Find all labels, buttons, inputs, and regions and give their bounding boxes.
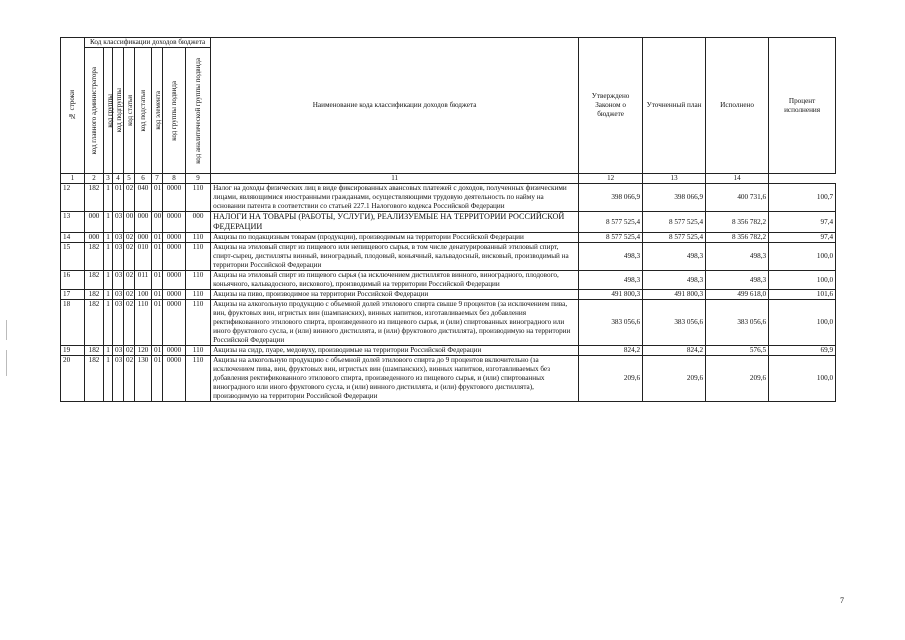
row-number-cell: 12 bbox=[61, 183, 85, 211]
code-cell: 1 bbox=[104, 183, 113, 211]
code-cell: 02 bbox=[124, 243, 135, 271]
code-cell: 0000 bbox=[163, 233, 186, 243]
approved-value-cell: 491 800,3 bbox=[579, 290, 643, 300]
executed-value-cell: 498,3 bbox=[706, 271, 769, 290]
code-cell: 02 bbox=[124, 300, 135, 346]
name-header: Наименование кода классификации доходов бюджета bbox=[211, 38, 579, 174]
code-cell: 1 bbox=[104, 243, 113, 271]
code-cell: 100 bbox=[135, 290, 152, 300]
executed-value-cell: 383 056,6 bbox=[706, 300, 769, 346]
row-number-cell: 14 bbox=[61, 233, 85, 243]
code-cell: 02 bbox=[124, 271, 135, 290]
code-cell: 01 bbox=[152, 183, 163, 211]
code-cell: 01 bbox=[152, 346, 163, 356]
code-column-header: код главного администратора bbox=[85, 48, 104, 174]
refined-value-cell: 824,2 bbox=[643, 346, 706, 356]
code-cell: 03 bbox=[113, 233, 124, 243]
revenue-name-cell: Акцизы по подакцизным товарам (продукции), производимым на территории Российской Федерации bbox=[211, 233, 579, 243]
revenue-table bbox=[60, 37, 836, 402]
percent-value-cell: 100,0 bbox=[769, 243, 836, 271]
code-cell: 03 bbox=[113, 243, 124, 271]
approved-value-cell: 824,2 bbox=[579, 346, 643, 356]
percent-value-cell: 97,4 bbox=[769, 211, 836, 233]
page-number: 7 bbox=[840, 596, 844, 605]
code-cell: 0000 bbox=[163, 346, 186, 356]
code-cell: 182 bbox=[85, 356, 104, 402]
row-number-cell: 16 bbox=[61, 271, 85, 290]
column-index-cell: 3 bbox=[104, 174, 113, 184]
code-cell: 110 bbox=[186, 356, 211, 402]
approved-value-cell: 398 066,9 bbox=[579, 183, 643, 211]
code-cell: 1 bbox=[104, 356, 113, 402]
table-row bbox=[61, 211, 836, 233]
percent-value-cell: 100,7 bbox=[769, 183, 836, 211]
percent-value-cell: 97,4 bbox=[769, 233, 836, 243]
column-index-cell: 1 bbox=[61, 174, 85, 184]
code-column-header: код подгруппы bbox=[113, 48, 124, 174]
code-cell: 000 bbox=[85, 233, 104, 243]
code-cell: 01 bbox=[152, 271, 163, 290]
column-index-cell: 9 bbox=[186, 174, 211, 184]
column-index-cell: 2 bbox=[85, 174, 104, 184]
percent-value-cell: 101,6 bbox=[769, 290, 836, 300]
executed-value-cell: 8 356 782,2 bbox=[706, 233, 769, 243]
refined-value-cell: 398 066,9 bbox=[643, 183, 706, 211]
code-column-header: код статьи bbox=[124, 48, 135, 174]
code-cell: 01 bbox=[152, 233, 163, 243]
code-cell: 02 bbox=[124, 183, 135, 211]
refined-header: Уточненный план bbox=[643, 38, 706, 174]
column-index-cell: 4 bbox=[113, 174, 124, 184]
code-cell: 0000 bbox=[163, 271, 186, 290]
approved-value-cell: 8 577 525,4 bbox=[579, 211, 643, 233]
executed-value-cell: 576,5 bbox=[706, 346, 769, 356]
code-cell: 03 bbox=[113, 211, 124, 233]
code-cell: 110 bbox=[186, 271, 211, 290]
table-row bbox=[61, 346, 836, 356]
percent-value-cell: 69,9 bbox=[769, 346, 836, 356]
code-cell: 011 bbox=[135, 271, 152, 290]
code-cell: 182 bbox=[85, 290, 104, 300]
code-cell: 02 bbox=[124, 346, 135, 356]
table-row bbox=[61, 290, 836, 300]
code-cell: 0000 bbox=[163, 211, 186, 233]
row-number-cell: 13 bbox=[61, 211, 85, 233]
code-cell: 182 bbox=[85, 346, 104, 356]
refined-value-cell: 209,6 bbox=[643, 356, 706, 402]
row-number-cell: 15 bbox=[61, 243, 85, 271]
code-column-header: код аналитической группы подвида bbox=[186, 48, 211, 174]
code-cell: 182 bbox=[85, 243, 104, 271]
row-number-cell: 19 bbox=[61, 346, 85, 356]
column-index-row bbox=[61, 174, 836, 184]
executed-header: Исполнено bbox=[706, 38, 769, 174]
code-cell: 01 bbox=[152, 300, 163, 346]
approved-value-cell: 498,3 bbox=[579, 271, 643, 290]
refined-value-cell: 383 056,6 bbox=[643, 300, 706, 346]
code-cell: 000 bbox=[186, 211, 211, 233]
percent-value-cell: 100,0 bbox=[769, 271, 836, 290]
table-row bbox=[61, 183, 836, 211]
header-row-top bbox=[61, 38, 836, 48]
percent-value-cell: 100,0 bbox=[769, 356, 836, 402]
code-cell: 110 bbox=[186, 243, 211, 271]
code-cell: 02 bbox=[124, 356, 135, 402]
code-cell: 03 bbox=[113, 300, 124, 346]
code-cell: 110 bbox=[186, 183, 211, 211]
row-number-cell: 20 bbox=[61, 356, 85, 402]
refined-value-cell: 8 577 525,4 bbox=[643, 233, 706, 243]
executed-value-cell: 8 356 782,2 bbox=[706, 211, 769, 233]
approved-header: Утверждено Законом о бюджете bbox=[579, 38, 643, 174]
code-cell: 02 bbox=[124, 290, 135, 300]
revenue-name-cell: Налог на доходы физических лиц в виде фиксированных авансовых платежей с доходов, полученных физическими лицами, являющимися иностранными гражданами, осуществляющими трудовую деятельность по найму на основании патента в соответствии со статьей 227.1 Налогового кодекса Российской Федерации bbox=[211, 183, 579, 211]
code-cell: 1 bbox=[104, 211, 113, 233]
code-cell: 110 bbox=[186, 300, 211, 346]
revenue-name-cell: Акцизы на сидр, пуаре, медовуху, производимые на территории Российской Федерации bbox=[211, 346, 579, 356]
executed-value-cell: 209,6 bbox=[706, 356, 769, 402]
code-cell: 182 bbox=[85, 271, 104, 290]
column-index-cell: 11 bbox=[211, 174, 579, 184]
code-cell: 03 bbox=[113, 346, 124, 356]
column-index-cell: 8 bbox=[163, 174, 186, 184]
table-row bbox=[61, 271, 836, 290]
code-cell: 01 bbox=[113, 183, 124, 211]
code-column-header: код подстатьи bbox=[135, 48, 152, 174]
code-cell: 1 bbox=[104, 290, 113, 300]
code-cell: 03 bbox=[113, 271, 124, 290]
approved-value-cell: 498,3 bbox=[579, 243, 643, 271]
code-cell: 0000 bbox=[163, 183, 186, 211]
column-index-cell: 12 bbox=[579, 174, 643, 184]
code-cell: 010 bbox=[135, 243, 152, 271]
code-cell: 01 bbox=[152, 243, 163, 271]
revenue-name-cell: Акцизы на алкогольную продукцию с объемной долей этилового спирта свыше 9 процентов (за исключением пива, вин, фруктовых вин, игристых вин (шампанских), винных напитков, изготавливаемых без добавления ректификованного этилового спирта, произведенного из пищевого сырья, и (или) спиртованных виноградного или иного фруктового сусла, и (или) винного дистиллята, и (или) фруктового дистиллята), производимую на территории Российской Федерации bbox=[211, 300, 579, 346]
code-cell: 0000 bbox=[163, 243, 186, 271]
code-cell: 000 bbox=[135, 233, 152, 243]
column-index-cell: 14 bbox=[706, 174, 769, 184]
margin-mark bbox=[6, 350, 7, 376]
executed-value-cell: 400 731,6 bbox=[706, 183, 769, 211]
approved-value-cell: 8 577 525,4 bbox=[579, 233, 643, 243]
approved-value-cell: 383 056,6 bbox=[579, 300, 643, 346]
code-cell: 0000 bbox=[163, 290, 186, 300]
code-cell: 01 bbox=[152, 356, 163, 402]
column-index-cell: 7 bbox=[152, 174, 163, 184]
revenue-name-cell: Акцизы на этиловый спирт из пищевого сырья (за исключением дистиллятов винного, виноградного, плодового, коньячного, кальвадосного, вискового), производимый на территории Российской Федерации bbox=[211, 271, 579, 290]
code-cell: 182 bbox=[85, 183, 104, 211]
code-cell: 110 bbox=[186, 233, 211, 243]
row-number-header: № строки bbox=[61, 38, 85, 174]
refined-value-cell: 498,3 bbox=[643, 271, 706, 290]
table-row bbox=[61, 356, 836, 402]
percent-value-cell: 100,0 bbox=[769, 300, 836, 346]
table-row bbox=[61, 300, 836, 346]
code-cell: 182 bbox=[85, 300, 104, 346]
table-body bbox=[61, 183, 836, 402]
table-row bbox=[61, 233, 836, 243]
code-group-header: Код классификации доходов бюджета bbox=[85, 38, 211, 48]
row-number-cell: 18 bbox=[61, 300, 85, 346]
percent-header: Процент исполнения bbox=[769, 38, 836, 174]
code-column-header: код группы подвида bbox=[163, 48, 186, 174]
code-cell: 03 bbox=[113, 356, 124, 402]
code-cell: 110 bbox=[135, 300, 152, 346]
code-cell: 0000 bbox=[163, 300, 186, 346]
revenue-name-cell: Акцизы на пиво, производимое на территории Российской Федерации bbox=[211, 290, 579, 300]
revenue-name-cell: НАЛОГИ НА ТОВАРЫ (РАБОТЫ, УСЛУГИ), РЕАЛИЗУЕМЫЕ НА ТЕРРИТОРИИ РОССИЙСКОЙ ФЕДЕРАЦИИ bbox=[211, 211, 579, 233]
code-cell: 120 bbox=[135, 346, 152, 356]
revenue-name-cell: Акцизы на этиловый спирт из пищевого или непищевого сырья, в том числе денатурированный этиловый спирт, спирт-сырец, дистилляты винный, виноградный, плодовый, коньячный, кальвадосный, висковый, производимый на территории Российской Федерации bbox=[211, 243, 579, 271]
refined-value-cell: 8 577 525,4 bbox=[643, 211, 706, 233]
code-cell: 02 bbox=[124, 233, 135, 243]
code-cell: 000 bbox=[85, 211, 104, 233]
executed-value-cell: 499 618,0 bbox=[706, 290, 769, 300]
code-cell: 130 bbox=[135, 356, 152, 402]
approved-value-cell: 209,6 bbox=[579, 356, 643, 402]
column-index-cell: 13 bbox=[643, 174, 706, 184]
code-cell: 110 bbox=[186, 346, 211, 356]
code-cell: 0000 bbox=[163, 356, 186, 402]
code-cell: 1 bbox=[104, 233, 113, 243]
code-cell: 03 bbox=[113, 290, 124, 300]
margin-mark bbox=[6, 320, 7, 340]
refined-value-cell: 498,3 bbox=[643, 243, 706, 271]
code-cell: 000 bbox=[135, 211, 152, 233]
code-cell: 01 bbox=[152, 290, 163, 300]
table-row bbox=[61, 243, 836, 271]
code-column-header: код группы bbox=[104, 48, 113, 174]
code-cell: 1 bbox=[104, 346, 113, 356]
column-index-cell: 6 bbox=[135, 174, 152, 184]
revenue-table-sheet bbox=[60, 37, 835, 402]
row-number-cell: 17 bbox=[61, 290, 85, 300]
code-cell: 040 bbox=[135, 183, 152, 211]
column-index-cell: 5 bbox=[124, 174, 135, 184]
code-cell: 00 bbox=[152, 211, 163, 233]
code-cell: 1 bbox=[104, 300, 113, 346]
code-cell: 110 bbox=[186, 290, 211, 300]
revenue-name-cell: Акцизы на алкогольную продукцию с объемной долей этилового спирта до 9 процентов включительно (за исключением пива, вин, фруктовых вин, игристых вин (шампанских), винных напитков, изготавливаемых без добавления ректификованного этилового спирта, произведенного из пищевого сырья, и (или) спиртованных виноградного или иного фруктового сусла, и (или) винного дистиллята, и (или) фруктового дистиллята), производимую на территории Российской Федерации bbox=[211, 356, 579, 402]
refined-value-cell: 491 800,3 bbox=[643, 290, 706, 300]
code-cell: 1 bbox=[104, 271, 113, 290]
code-cell: 00 bbox=[124, 211, 135, 233]
code-column-header: код элемента bbox=[152, 48, 163, 174]
executed-value-cell: 498,3 bbox=[706, 243, 769, 271]
